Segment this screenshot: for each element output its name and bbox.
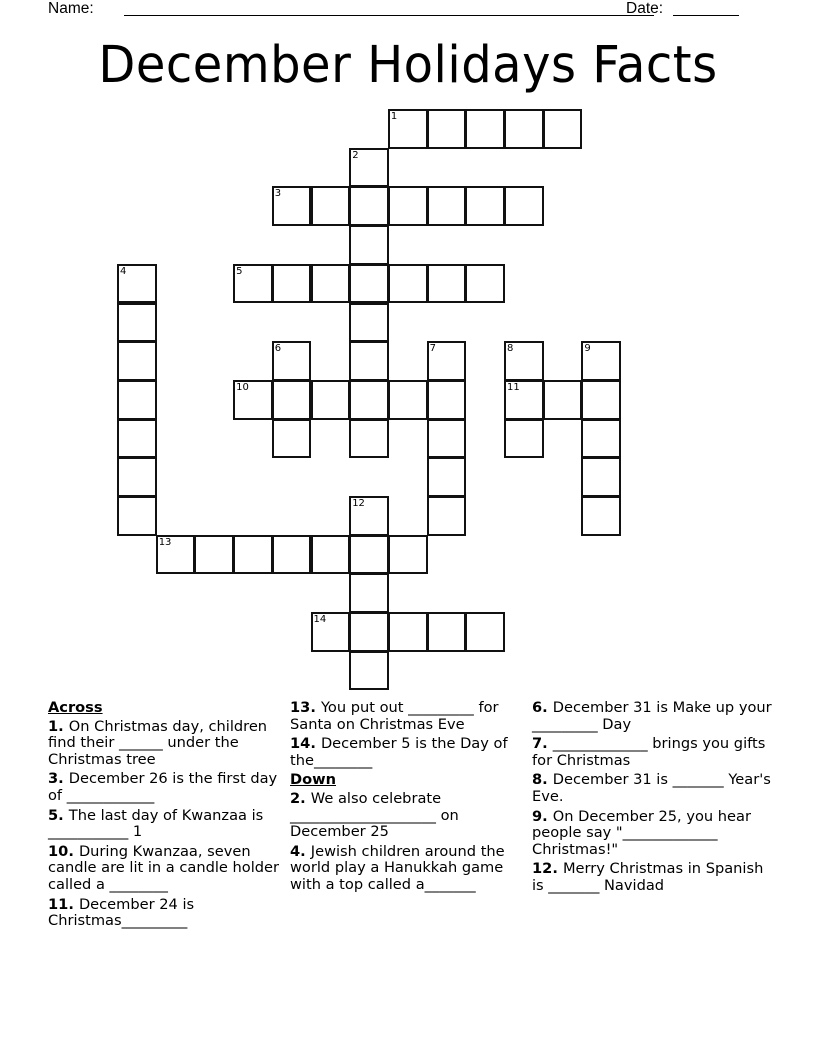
grid-cell[interactable] — [427, 380, 467, 420]
grid-cell[interactable] — [388, 264, 428, 304]
grid-cell[interactable] — [504, 109, 544, 149]
down-heading: Down — [290, 771, 337, 789]
clue-number: 5 — [236, 265, 243, 277]
grid-cell[interactable] — [349, 651, 389, 691]
grid-cell[interactable] — [117, 341, 157, 381]
clue-across-13: 13. You put out _________ for Santa on Christmas Eve — [290, 699, 499, 733]
grid-cell[interactable] — [349, 380, 389, 420]
clue-number: 1 — [390, 111, 398, 122]
grid-cell[interactable] — [272, 341, 312, 381]
clue-down-7: 7. _____________ brings you gifts for Christmas — [532, 735, 766, 769]
clues-column-3 — [532, 700, 772, 898]
grid-cell[interactable] — [427, 264, 467, 304]
clue-number: 4 — [120, 265, 127, 277]
grid-cell[interactable] — [581, 341, 621, 381]
grid-cell[interactable] — [117, 457, 157, 497]
grid-cell[interactable] — [349, 264, 389, 304]
grid-cell[interactable] — [349, 573, 389, 613]
grid-cell[interactable] — [504, 419, 544, 459]
grid-cell[interactable] — [117, 264, 157, 304]
clues-column-2 — [290, 700, 530, 897]
grid-cell[interactable] — [194, 535, 234, 575]
grid-cell[interactable] — [543, 109, 583, 149]
grid-cell[interactable] — [117, 380, 157, 420]
clue-down-12: 12. Merry Christmas in Spanish is _______ Navidad — [532, 860, 764, 894]
grid-cell[interactable] — [504, 186, 544, 226]
clue-number: 9 — [584, 343, 591, 355]
grid-cell[interactable] — [349, 225, 389, 265]
clue-number: 7 — [429, 343, 436, 355]
grid-cell[interactable] — [427, 612, 467, 652]
clue-number: 6 — [274, 343, 282, 355]
grid-cell[interactable] — [427, 341, 467, 381]
clue-number: 14 — [313, 614, 327, 626]
grid-cell[interactable] — [581, 496, 621, 536]
clue-down-9: 9. On December 25, you hear people say "_____________ Christmas!" — [532, 807, 751, 858]
grid-cell[interactable] — [349, 148, 389, 188]
grid-cell[interactable] — [465, 186, 505, 226]
clues-column-1 — [48, 700, 283, 933]
clue-across-5: 5. The last day of Kwanzaa is ___________ 1 — [48, 806, 264, 841]
grid-cell[interactable] — [388, 612, 428, 652]
clue-number: 11 — [507, 381, 520, 393]
grid-cell[interactable] — [156, 535, 196, 575]
clue-down-4: 4. Jewish children around the world play a Hanukkah game with a top called a_______ — [290, 842, 505, 893]
grid-cell[interactable] — [272, 186, 312, 226]
grid-cell[interactable] — [233, 380, 273, 420]
grid-cell[interactable] — [388, 186, 428, 226]
grid-cell[interactable] — [272, 535, 312, 575]
grid-cell[interactable] — [465, 264, 505, 304]
grid-cell[interactable] — [388, 109, 428, 149]
grid-cell[interactable] — [349, 303, 389, 343]
grid-cell[interactable] — [272, 419, 312, 459]
clue-number: 2 — [352, 149, 359, 161]
clue-across-10: 10. During Kwanzaa, seven candle are lit in a candle holder called a ________ — [48, 842, 280, 893]
grid-cell[interactable] — [233, 264, 273, 304]
grid-cell[interactable] — [311, 535, 351, 575]
clue-number: 3 — [274, 188, 282, 200]
grid-cell[interactable] — [427, 186, 467, 226]
page-title: December Holidays Facts — [98, 35, 718, 95]
grid-cell[interactable] — [543, 380, 583, 420]
grid-cell[interactable] — [311, 186, 351, 226]
clue-number: 13 — [158, 536, 172, 548]
grid-cell[interactable] — [427, 457, 467, 497]
grid-cell[interactable] — [388, 535, 428, 575]
grid-cell[interactable] — [349, 419, 389, 459]
grid-cell[interactable] — [233, 535, 273, 575]
grid-cell[interactable] — [349, 496, 389, 536]
clue-across-3: 3. December 26 is the first day of ____________ — [48, 770, 278, 804]
grid-cell[interactable] — [272, 264, 312, 304]
date-label: Date: — [626, 0, 664, 17]
clue-down-2: 2. We also celebrate ____________________ on December 25 — [290, 789, 459, 841]
grid-cell[interactable] — [388, 380, 428, 420]
grid-cell[interactable] — [581, 380, 621, 420]
name-label: Name: — [48, 0, 94, 17]
clue-number: 10 — [236, 381, 249, 393]
grid-cell[interactable] — [465, 109, 505, 149]
grid-cell[interactable] — [427, 419, 467, 459]
clue-down-8: 8. December 31 is _______ Year's Eve. — [532, 771, 771, 805]
clue-down-6: 6. December 31 is Make up your _________ Day — [532, 699, 772, 733]
grid-cell[interactable] — [311, 380, 351, 420]
grid-cell[interactable] — [581, 457, 621, 497]
grid-cell[interactable] — [349, 186, 389, 226]
grid-cell[interactable] — [349, 535, 389, 575]
clue-number: 12 — [352, 498, 365, 509]
grid-cell[interactable] — [117, 303, 157, 343]
across-heading: Across — [48, 699, 103, 716]
grid-cell[interactable] — [465, 612, 505, 652]
grid-cell[interactable] — [117, 419, 157, 459]
grid-cell[interactable] — [272, 380, 312, 420]
grid-cell[interactable] — [427, 109, 467, 149]
grid-cell[interactable] — [581, 419, 621, 459]
grid-cell[interactable] — [311, 612, 351, 652]
grid-cell[interactable] — [427, 496, 467, 536]
grid-cell[interactable] — [504, 380, 544, 420]
clue-number: 8 — [507, 343, 514, 355]
clue-across-1: 1. On Christmas day, children find their ______ under the Christmas tree — [48, 717, 268, 768]
grid-cell[interactable] — [349, 341, 389, 381]
grid-cell[interactable] — [504, 341, 544, 381]
clue-across-14: 14. December 5 is the Day of the________ — [290, 735, 508, 769]
grid-cell[interactable] — [311, 264, 351, 304]
clue-across-11: 11. December 24 is Christmas_________ — [48, 895, 195, 930]
grid-cell[interactable] — [117, 496, 157, 536]
grid-cell[interactable] — [349, 612, 389, 652]
